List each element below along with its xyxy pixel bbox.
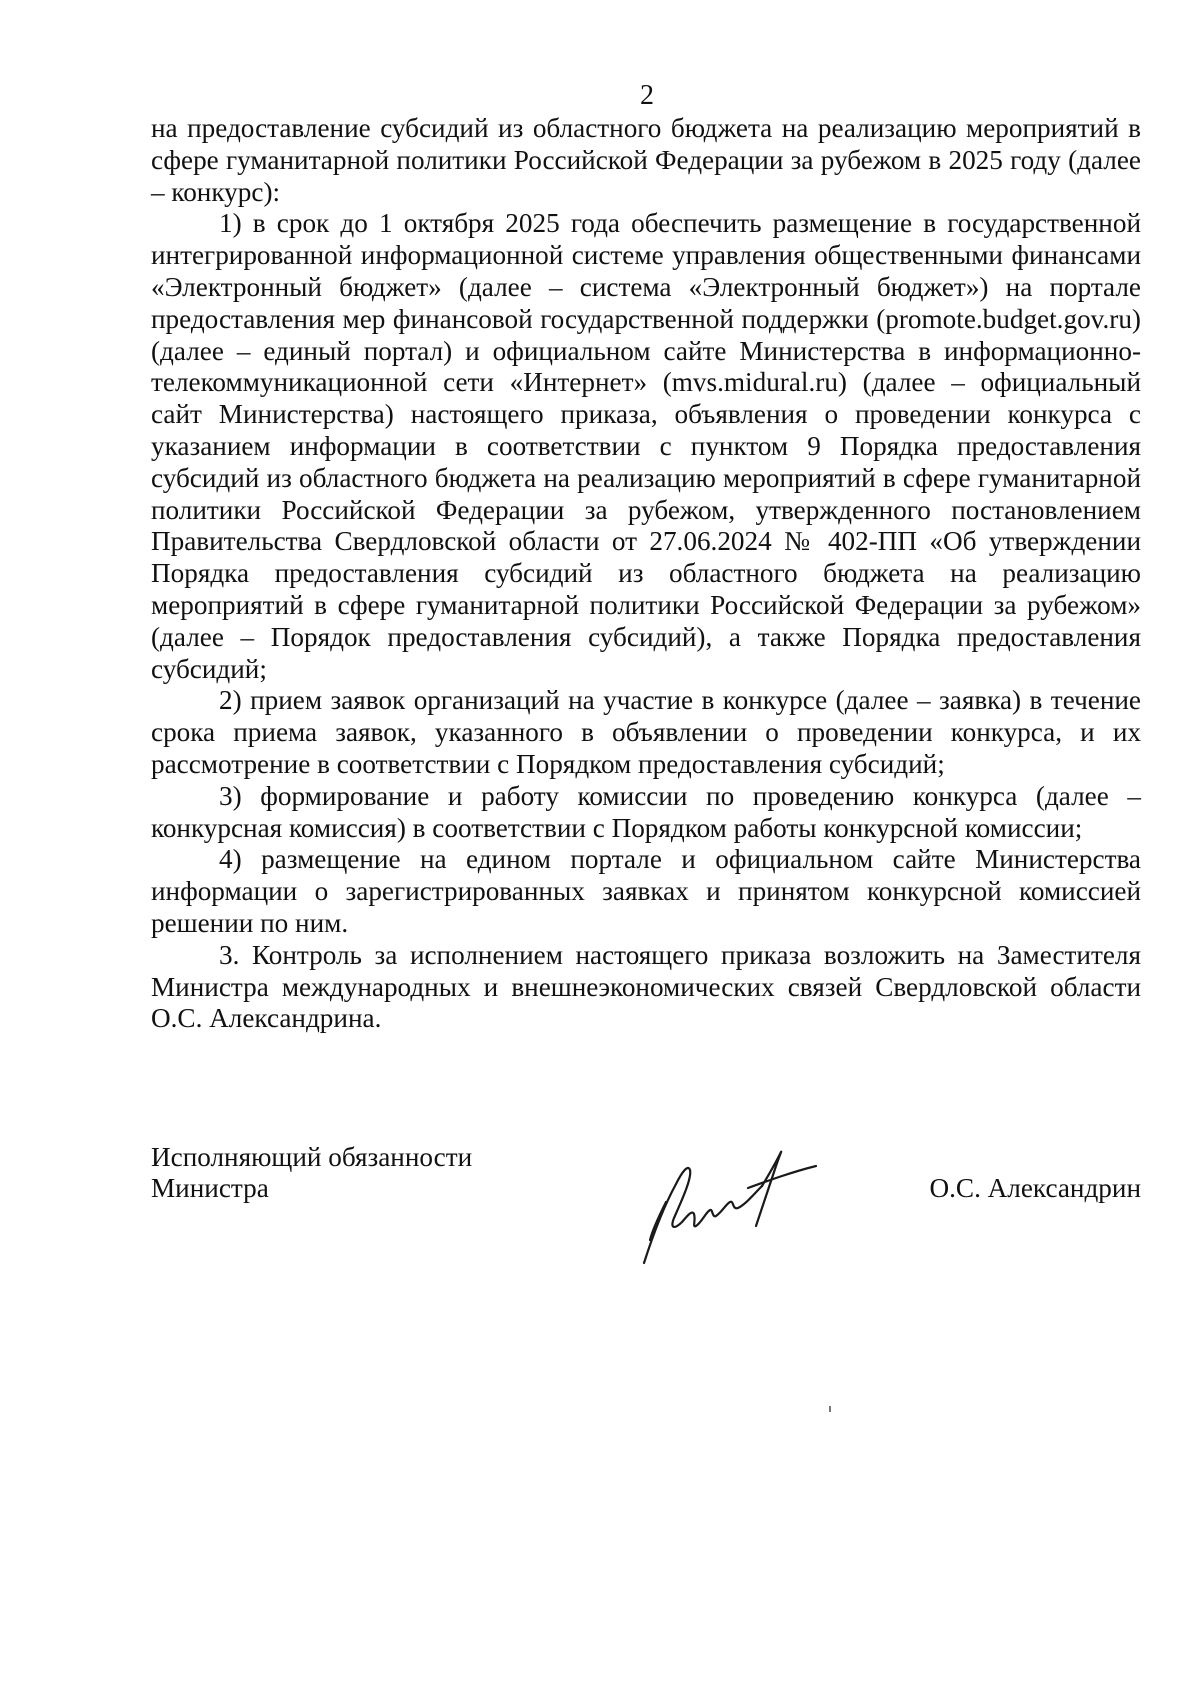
paragraph-continuation: на предоставление субсидий из областного бюджета на реализацию мероприятий в сфере гуманитарной политики Российской Федерации за рубежом в 2025 году (далее – конкурс): <box>151 113 1141 207</box>
paragraph-item-1: 1) в срок до 1 октября 2025 года обеспечить размещение в государственной интегрированной информационной системе управления общественными финансами «Электронный бюджет» (далее – система «Электронный бюджет») на портале предоставления мер финансовой государственной поддержки (promote.budget.gov.ru) (далее – единый портал) и официальном сайте Министерства в информационно-телекоммуникационной сети «Интернет» (mvs.midural.ru) (далее – официальный сайт Министерства) настоящего приказа, объявления о проведении конкурса с указанием информации в соответствии с пунктом 9 Порядка предоставления субсидий из областного бюджета на реализацию мероприятий в сфере гуманитарной политики Российской Федерации за рубежом, утвержденного постановлением Правительства Свердловской области от 27.06.2024 № 402-ПП «Об утверждении Порядка предоставления субсидий из областного бюджета на реализацию мероприятий в сфере гуманитарной политики Российской Федерации за рубежом» (далее – Порядок предоставления субсидий), а также Порядка предоставления субсидий; <box>151 208 1141 684</box>
signer-title-line-1: Исполняющий обязанности <box>151 1142 473 1172</box>
signer-name: О.С. Александрин <box>929 1173 1141 1203</box>
paragraph-item-3: 3) формирование и работу комиссии по проведению конкурса (далее – конкурсная комиссия) в соответствии с Порядком работы конкурсной комиссии; <box>151 780 1141 843</box>
signer-title <box>151 1142 571 1204</box>
page-number: 2 <box>640 80 654 111</box>
signer-title-line-2: Министра <box>151 1173 269 1203</box>
paragraph-item-2: 2) прием заявок организаций на участие в конкурсе (далее – заявка) в течение срока приема заявок, указанного в объявлении о проведении конкурса, и их рассмотрение в соответствии с Порядком предоставления субсидий; <box>151 685 1141 779</box>
paragraph-control-clause: 3. Контроль за исполнением настоящего приказа возложить на Заместителя Министра международных и внешнеэкономических связей Свердловской области О.С. Александрина. <box>151 939 1141 1034</box>
scan-speck <box>829 1406 831 1412</box>
handwritten-signature-icon <box>630 1128 840 1268</box>
paragraph-item-4: 4) размещение на едином портале и официальном сайте Министерства информации о зарегистрированных заявках и принятом конкурсной комиссией решении по ним. <box>151 844 1141 938</box>
document-body <box>151 113 1141 1035</box>
